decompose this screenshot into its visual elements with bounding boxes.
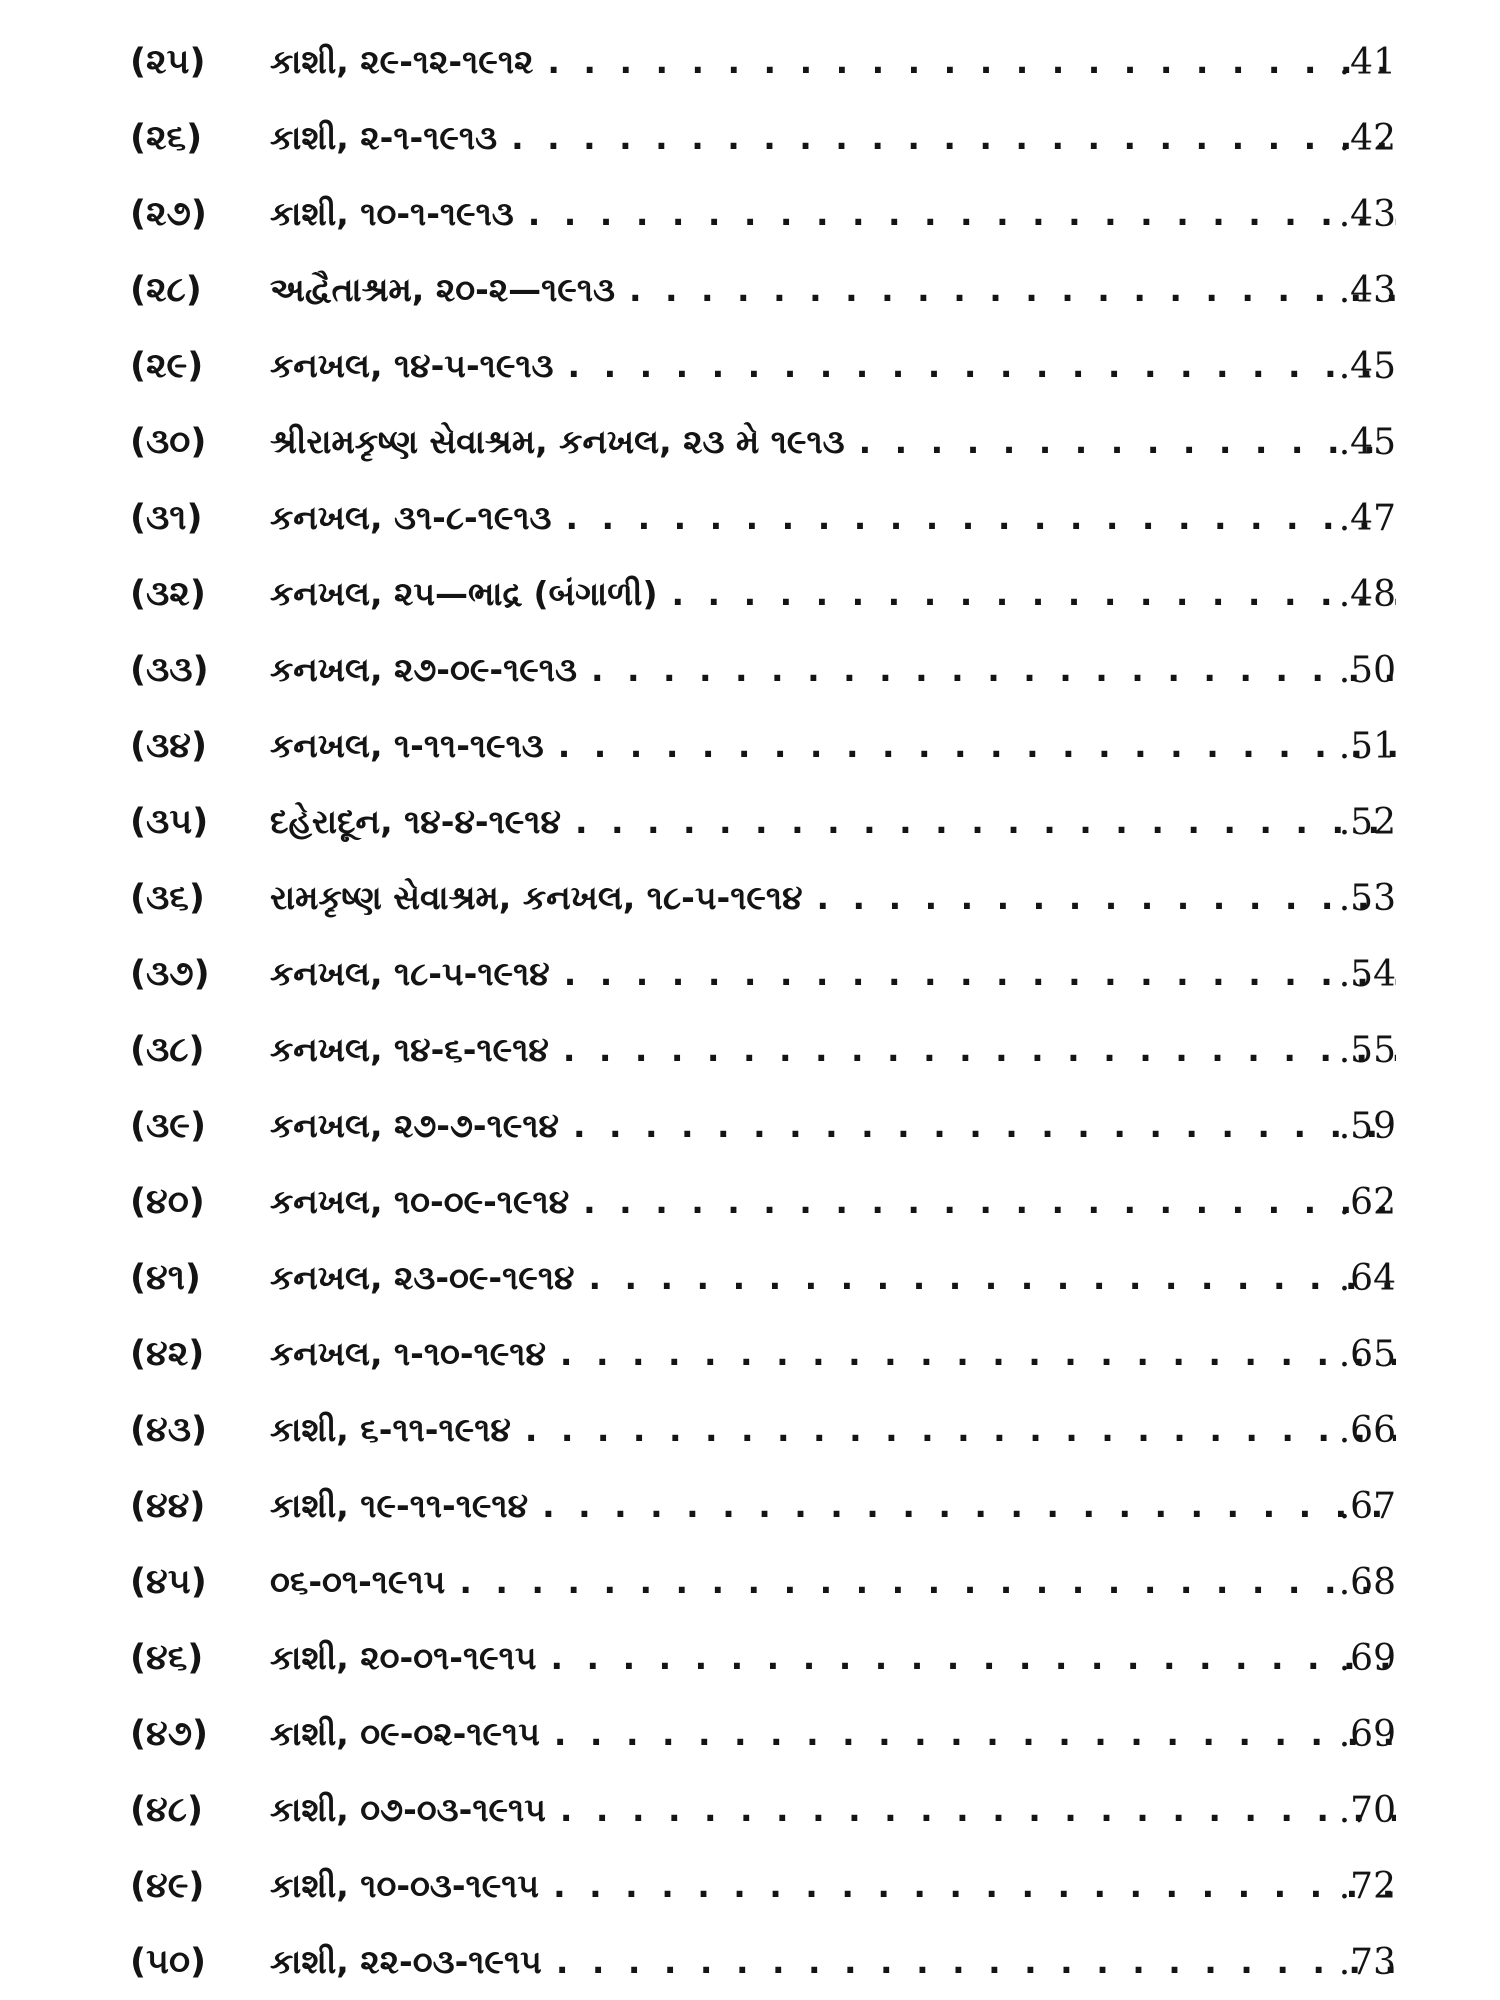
entry-number: (૩૮) — [130, 1030, 205, 1070]
toc-entry — [0, 100, 1500, 176]
entry-title: કનખલ, ૨૫—ભાદ્ર (બંગાળી) — [270, 574, 658, 613]
entry-title: કાશી, ૧૯-૧૧-૧૯૧૪ — [270, 1486, 529, 1525]
toc-entry — [0, 1164, 1500, 1240]
entry-number: (૨૯) — [130, 346, 204, 386]
toc-entry — [0, 1240, 1500, 1316]
entry-number: (૩૬) — [130, 878, 205, 918]
dot-leader — [497, 118, 1396, 157]
entry-leader — [270, 346, 1396, 386]
entry-title: કાશી, ૨૦-૦૧-૧૯૧૫ — [270, 1638, 537, 1677]
toc-entry — [0, 1848, 1500, 1924]
entry-page-number: .45 — [1338, 421, 1396, 463]
dot-leader — [550, 954, 1396, 993]
entry-page-number: .43 — [1338, 193, 1396, 235]
entry-page-number: .50 — [1338, 649, 1396, 691]
toc-entry — [0, 1012, 1500, 1088]
entry-page-number: .47 — [1338, 497, 1396, 539]
entry-leader — [270, 1866, 1396, 1906]
dot-leader — [528, 1486, 1396, 1525]
dot-leader — [554, 346, 1396, 385]
entry-page-number: .72 — [1338, 1865, 1396, 1907]
entry-leader — [270, 1638, 1396, 1678]
entry-number: (૩૭) — [130, 954, 210, 994]
toc-entry — [0, 784, 1500, 860]
entry-page-number: .51 — [1338, 725, 1396, 767]
dot-leader — [546, 1790, 1396, 1829]
entry-number: (૪૧) — [130, 1258, 201, 1298]
dot-leader — [445, 1562, 1396, 1601]
entry-number: (૪૮) — [130, 1790, 203, 1830]
entry-number: (૩૪) — [130, 726, 208, 766]
entry-number: (૪૭) — [130, 1714, 209, 1754]
entry-leader — [270, 574, 1396, 614]
dot-leader — [537, 1638, 1396, 1677]
entry-page-number: .70 — [1338, 1789, 1396, 1831]
entry-number: (૨૬) — [130, 118, 203, 158]
entry-number: (૨૮) — [130, 270, 202, 310]
entry-title: કનખલ, ૧૪-૬-૧૯૧૪ — [270, 1030, 549, 1069]
dot-leader — [542, 1942, 1396, 1981]
toc-entry — [0, 328, 1500, 404]
entry-title: ૦૬-૦૧-૧૯૧૫ — [270, 1562, 446, 1601]
entry-number: (૩૯) — [130, 1106, 207, 1146]
entry-page-number: .67 — [1338, 1485, 1396, 1527]
entry-number: (૪૨) — [130, 1334, 205, 1374]
entry-number: (૩૧) — [130, 498, 203, 538]
dot-leader — [574, 1258, 1396, 1297]
entry-page-number: .54 — [1338, 953, 1396, 995]
toc-entry — [0, 1924, 1500, 2000]
entry-leader — [270, 878, 1396, 918]
entry-number: (૩૩) — [130, 650, 209, 690]
entry-title: કાશી, ૦૯-૦૨-૧૯૧૫ — [270, 1714, 540, 1753]
entry-leader — [270, 1562, 1396, 1602]
toc-entry — [0, 24, 1500, 100]
entry-page-number: .62 — [1338, 1181, 1396, 1223]
toc-entry — [0, 1468, 1500, 1544]
entry-leader — [270, 1790, 1396, 1830]
entry-leader — [270, 726, 1396, 766]
entry-title: કનખલ, ૩૧-૮-૧૯૧૩ — [270, 498, 552, 537]
entry-page-number: .41 — [1338, 41, 1396, 83]
entry-leader — [270, 194, 1396, 234]
toc-entry — [0, 1620, 1500, 1696]
dot-leader — [615, 270, 1396, 309]
entry-leader — [270, 422, 1396, 462]
dot-leader — [658, 574, 1396, 613]
entry-page-number: .48 — [1338, 573, 1396, 615]
entry-leader — [270, 1030, 1396, 1070]
entry-page-number: .68 — [1338, 1561, 1396, 1603]
entry-number: (૩૦) — [130, 422, 207, 462]
entry-number: (૪૫) — [130, 1562, 207, 1602]
entry-title: કાશી, ૧૦-૦૩-૧૯૧૫ — [270, 1866, 540, 1905]
entry-title: કાશી, ૦૭-૦૩-૧૯૧૫ — [270, 1790, 546, 1829]
toc-entry — [0, 708, 1500, 784]
entry-title: શ્રીરામકૃષ્ણ સેવાશ્રમ, કનખલ, ૨૩ મે ૧૯૧૩ — [270, 422, 845, 461]
toc-entry — [0, 1696, 1500, 1772]
entry-leader — [270, 498, 1396, 538]
entry-number: (૪૯) — [130, 1866, 205, 1906]
entry-title: કનખલ, ૧૮-૫-૧૯૧૪ — [270, 954, 550, 993]
entry-page-number: .59 — [1338, 1105, 1396, 1147]
entry-title: કાશી, ૧૦-૧-૧૯૧૩ — [270, 194, 514, 233]
entry-number: (૪૪) — [130, 1486, 206, 1526]
dot-leader — [511, 1410, 1396, 1449]
toc-entry — [0, 480, 1500, 556]
entry-title: કાશી, ૨૯-૧૨-૧૯૧૨ — [270, 42, 534, 81]
dot-leader — [544, 726, 1396, 765]
entry-number: (૪૩) — [130, 1410, 208, 1450]
toc-entry — [0, 1772, 1500, 1848]
entry-leader — [270, 118, 1396, 158]
entry-leader — [270, 1714, 1396, 1754]
toc-entry — [0, 252, 1500, 328]
entry-title: કાશી, ૨-૧-૧૯૧૩ — [270, 118, 498, 157]
entry-page-number: .52 — [1338, 801, 1396, 843]
entry-leader — [270, 1410, 1396, 1450]
entry-number: (૩૨) — [130, 574, 206, 614]
dot-leader — [540, 1714, 1396, 1753]
toc-entry — [0, 1392, 1500, 1468]
entry-title: કનખલ, ૨૭-૦૯-૧૯૧૩ — [270, 650, 577, 689]
entry-title: કનખલ, ૨૩-૦૯-૧૯૧૪ — [270, 1258, 575, 1297]
entry-title: કનખલ, ૧૪-૫-૧૯૧૩ — [270, 346, 554, 385]
entry-leader — [270, 954, 1396, 994]
dot-leader — [577, 650, 1396, 689]
entry-number: (૨૭) — [130, 194, 207, 234]
dot-leader — [546, 1334, 1396, 1373]
toc-entry — [0, 404, 1500, 480]
dot-leader — [539, 1866, 1396, 1905]
entry-page-number: .43 — [1338, 269, 1396, 311]
entry-number: (૩૫) — [130, 802, 209, 842]
entry-page-number: .53 — [1338, 877, 1396, 919]
entry-leader — [270, 1182, 1396, 1222]
entry-number: (૨૫) — [130, 42, 206, 82]
entry-leader — [270, 42, 1396, 82]
entry-title: કનખલ, ૧૦-૦૯-૧૯૧૪ — [270, 1182, 570, 1221]
dot-leader — [559, 1106, 1396, 1145]
entry-leader — [270, 650, 1396, 690]
entry-page-number: .73 — [1338, 1941, 1396, 1983]
dot-leader — [561, 802, 1396, 841]
entry-title: કાશી, ૬-૧૧-૧૯૧૪ — [270, 1410, 511, 1449]
entry-leader — [270, 1942, 1396, 1982]
entry-title: કાશી, ૨૨-૦૩-૧૯૧૫ — [270, 1942, 542, 1981]
entry-leader — [270, 1486, 1396, 1526]
entry-page-number: .64 — [1338, 1257, 1396, 1299]
entry-leader — [270, 1334, 1396, 1374]
toc-entry — [0, 556, 1500, 632]
dot-leader — [569, 1182, 1396, 1221]
dot-leader — [533, 42, 1396, 81]
entry-title: દહેરાદૂન, ૧૪-૪-૧૯૧૪ — [270, 802, 561, 841]
entry-page-number: .45 — [1338, 345, 1396, 387]
entry-leader — [270, 1258, 1396, 1298]
toc-entry — [0, 860, 1500, 936]
entry-title: કનખલ, ૨૭-૭-૧૯૧૪ — [270, 1106, 559, 1145]
entry-title: અદ્વૈતાશ્રમ, ૨૦-૨—૧૯૧૩ — [270, 270, 615, 309]
entry-number: (૫૦) — [130, 1942, 207, 1982]
entry-page-number: .69 — [1338, 1713, 1396, 1755]
entry-page-number: .55 — [1338, 1029, 1396, 1071]
entry-leader — [270, 802, 1396, 842]
entry-number: (૪૬) — [130, 1638, 204, 1678]
toc-entry — [0, 1544, 1500, 1620]
table-of-contents — [0, 24, 1500, 2000]
toc-entry — [0, 176, 1500, 252]
entry-page-number: .42 — [1338, 117, 1396, 159]
entry-number: (૪૦) — [130, 1182, 205, 1222]
entry-leader — [270, 1106, 1396, 1146]
dot-leader — [514, 194, 1396, 233]
entry-page-number: .65 — [1338, 1333, 1396, 1375]
entry-title: રામકૃષ્ણ સેવાશ્રમ, કનખલ, ૧૮-૫-૧૯૧૪ — [270, 878, 803, 917]
entry-page-number: .66 — [1338, 1409, 1396, 1451]
toc-entry — [0, 1088, 1500, 1164]
toc-entry — [0, 936, 1500, 1012]
entry-page-number: .69 — [1338, 1637, 1396, 1679]
toc-entry — [0, 632, 1500, 708]
entry-title: કનખલ, ૧-૧૦-૧૯૧૪ — [270, 1334, 546, 1373]
dot-leader — [552, 498, 1396, 537]
toc-entry — [0, 1316, 1500, 1392]
dot-leader — [549, 1030, 1396, 1069]
entry-title: કનખલ, ૧-૧૧-૧૯૧૩ — [270, 726, 544, 765]
entry-leader — [270, 270, 1396, 310]
